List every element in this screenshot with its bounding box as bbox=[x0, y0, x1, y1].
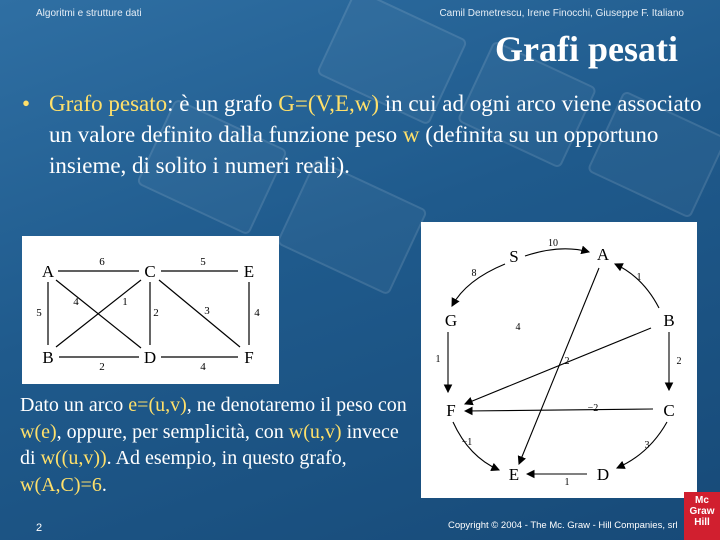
formula-gvew: G=(V,E,w) bbox=[278, 91, 380, 116]
weight-s-a: 10 bbox=[548, 238, 558, 249]
node-d: D bbox=[596, 465, 610, 484]
bullet-sep: : è un grafo bbox=[167, 91, 279, 116]
weight-a-b: 5 bbox=[36, 307, 42, 319]
undirected-graph-panel bbox=[22, 236, 279, 384]
node-f: F bbox=[446, 401, 456, 420]
weight-c-d: 3 bbox=[644, 440, 650, 451]
header-course: Algoritmi e strutture dati bbox=[36, 8, 142, 19]
weight-a-d: 4 bbox=[73, 296, 79, 308]
weight-d-f: 4 bbox=[200, 361, 206, 373]
edge-b-f bbox=[465, 328, 651, 404]
copyright-notice: Copyright © 2004 - The Mc. Graw - Hill Companies, srl bbox=[448, 520, 678, 531]
bullet-rest2: (definita su un opportuno insieme, di solito i numeri reali). bbox=[49, 122, 659, 178]
bullet-text bbox=[49, 88, 702, 181]
node-s: S bbox=[509, 247, 519, 266]
node-d: D bbox=[143, 348, 157, 367]
example-paragraph bbox=[20, 392, 415, 498]
node-e: E bbox=[508, 465, 520, 484]
weight-c-e: 5 bbox=[200, 256, 206, 268]
weight-b-c: 2 bbox=[676, 356, 682, 367]
weight-c-f: 3 bbox=[204, 305, 210, 317]
weight-a-e: 2 bbox=[564, 356, 570, 367]
node-b: B bbox=[42, 348, 54, 367]
weight-g-f: 1 bbox=[435, 354, 441, 365]
slide-title: Grafi pesati bbox=[495, 29, 678, 69]
edge-c-f bbox=[159, 280, 240, 347]
term-grafo-pesato: Grafo pesato bbox=[49, 91, 168, 116]
para-text-1: Dato un arco bbox=[20, 394, 129, 416]
weight-c-b: 1 bbox=[122, 296, 128, 308]
formula-we: w(e) bbox=[20, 420, 57, 443]
weight-c-f: −2 bbox=[587, 403, 599, 414]
formula-wac: w(A,C)=6 bbox=[20, 473, 102, 496]
para-text-3: , oppure, per semplicità, con bbox=[56, 420, 289, 443]
bullet-marker: • bbox=[22, 91, 31, 116]
weight-b-a: 1 bbox=[636, 272, 642, 283]
header-authors: Camil Demetrescu, Irene Finocchi, Giuseppe F. Italiano bbox=[439, 8, 684, 19]
symbol-w: w bbox=[402, 122, 420, 147]
publisher-logo bbox=[684, 492, 720, 540]
node-a: A bbox=[596, 245, 610, 264]
logo-line-3: Hill bbox=[694, 517, 710, 528]
weight-e-f: 4 bbox=[254, 307, 260, 319]
para-text-4: invece di bbox=[20, 420, 399, 469]
node-a: A bbox=[41, 262, 55, 281]
edge-c-d bbox=[617, 422, 667, 468]
weight-s-g: 8 bbox=[471, 268, 477, 279]
bullet-definition bbox=[22, 88, 702, 181]
weight-b-f: 4 bbox=[515, 322, 521, 333]
edge-a-e bbox=[519, 268, 599, 464]
formula-wuv: w(u,v) bbox=[288, 420, 342, 443]
formula-e-uv: e=(u,v) bbox=[128, 394, 187, 416]
weight-b-d: 2 bbox=[99, 361, 105, 373]
weight-f-e: −1 bbox=[461, 437, 473, 448]
para-text-2: , ne denotaremo il peso con bbox=[186, 394, 407, 416]
para-text-5: . Ad esempio, in questo grafo, bbox=[106, 447, 347, 469]
edge-c-f bbox=[465, 409, 653, 411]
weight-d-e: 1 bbox=[564, 477, 570, 488]
weight-c-d: 2 bbox=[153, 307, 159, 319]
node-g: G bbox=[444, 311, 458, 330]
edge-s-g bbox=[452, 264, 505, 306]
node-f: F bbox=[244, 348, 254, 367]
weight-a-c: 6 bbox=[99, 256, 105, 268]
node-c: C bbox=[144, 262, 156, 281]
logo-line-2: Graw bbox=[689, 506, 715, 517]
node-e: E bbox=[243, 262, 255, 281]
directed-graph-panel bbox=[421, 222, 697, 498]
node-c: C bbox=[663, 401, 675, 420]
bullet-rest1: in cui ad ogni arco viene associato un valore definito dalla funzione peso bbox=[49, 91, 702, 147]
edge-f-e bbox=[453, 422, 499, 470]
undirected-graph bbox=[22, 236, 279, 384]
page-number: 2 bbox=[36, 522, 43, 534]
formula-wuv2: w((u,v)) bbox=[40, 447, 107, 469]
edge-s-a bbox=[525, 249, 589, 256]
node-b: B bbox=[663, 311, 675, 330]
para-text-6: . bbox=[101, 473, 107, 496]
directed-graph bbox=[421, 222, 697, 498]
logo-line-1: Mc bbox=[695, 495, 709, 506]
edge-b-a bbox=[615, 264, 659, 308]
